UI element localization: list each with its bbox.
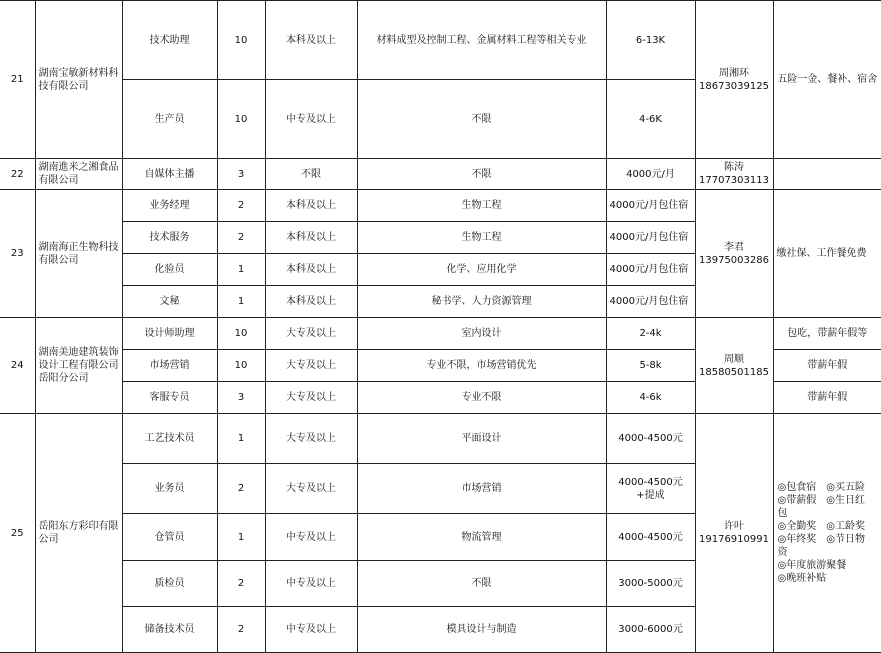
contact [695, 159, 773, 190]
job-salary: 4000-4500元 [606, 514, 695, 561]
benefits-list [773, 414, 881, 653]
contact-name: 李君 [724, 241, 744, 253]
job-count: 10 [217, 80, 265, 159]
job-education: 不限 [265, 159, 357, 190]
job-count: 2 [217, 190, 265, 222]
job-title: 仓管员 [122, 514, 217, 561]
job-count: 10 [217, 1, 265, 80]
job-salary: 4000元/月包住宿 [606, 222, 695, 254]
job-title: 文秘 [122, 286, 217, 318]
job-major: 物流管理 [357, 514, 606, 561]
job-salary: 4000-4500元 [606, 414, 695, 464]
job-count: 1 [217, 286, 265, 318]
job-title: 技术服务 [122, 222, 217, 254]
company-name: 岳阳东方彩印有限公司 [35, 414, 122, 653]
job-education: 本科及以上 [265, 222, 357, 254]
benefit-line: ◎带薪假 ◎生日红 [777, 495, 865, 506]
contact-name: 陈涛 [724, 162, 744, 173]
table-row [0, 1, 881, 80]
job-count: 2 [217, 561, 265, 607]
benefit-line: ◎全勤奖 ◎工龄奖 [777, 521, 865, 532]
table-row [0, 190, 881, 222]
job-count: 2 [217, 607, 265, 653]
job-education: 大专及以上 [265, 414, 357, 464]
job-education: 中专及以上 [265, 514, 357, 561]
job-major: 材料成型及控制工程、金属材料工程等相关专业 [357, 1, 606, 80]
company-number: 21 [0, 1, 35, 159]
job-education: 大专及以上 [265, 464, 357, 514]
contact [695, 190, 773, 318]
job-major: 不限 [357, 159, 606, 190]
contact-name: 周顺 [724, 353, 744, 365]
contact-phone: 17707303113 [699, 175, 769, 186]
job-title: 工艺技术员 [122, 414, 217, 464]
contact-phone: 18580501185 [699, 366, 769, 378]
benefits: 五险一金、餐补、宿舍 [773, 1, 881, 159]
job-salary: 4000-4500元+提成 [606, 464, 695, 514]
contact-phone: 18673039125 [699, 80, 769, 92]
job-title: 自媒体主播 [122, 159, 217, 190]
job-count: 1 [217, 254, 265, 286]
job-title: 储备技术员 [122, 607, 217, 653]
job-title: 化验员 [122, 254, 217, 286]
job-major: 生物工程 [357, 222, 606, 254]
job-title: 设计师助理 [122, 318, 217, 350]
job-salary: 4-6K [606, 80, 695, 159]
benefit-line: ◎年度旅游聚餐 [777, 560, 847, 571]
job-count: 1 [217, 414, 265, 464]
job-major: 模具设计与制造 [357, 607, 606, 653]
contact-phone: 13975003286 [699, 254, 769, 266]
job-title: 客服专员 [122, 382, 217, 414]
job-major: 平面设计 [357, 414, 606, 464]
job-education: 中专及以上 [265, 561, 357, 607]
job-count: 10 [217, 318, 265, 350]
job-education: 大专及以上 [265, 350, 357, 382]
contact [695, 414, 773, 653]
job-education: 大专及以上 [265, 382, 357, 414]
benefits: 带薪年假 [773, 382, 881, 414]
contact-name: 许叶 [724, 521, 744, 532]
job-major: 室内设计 [357, 318, 606, 350]
job-major: 专业不限，市场营销优先 [357, 350, 606, 382]
job-salary: 3000-5000元 [606, 561, 695, 607]
company-number: 23 [0, 190, 35, 318]
table-row [0, 414, 881, 464]
benefits: 带薪年假 [773, 350, 881, 382]
job-salary: 2-4k [606, 318, 695, 350]
job-count: 10 [217, 350, 265, 382]
job-count: 3 [217, 159, 265, 190]
company-number: 24 [0, 318, 35, 414]
job-title: 业务经理 [122, 190, 217, 222]
benefits: 包吃，带薪年假等 [773, 318, 881, 350]
job-salary: 4-6k [606, 382, 695, 414]
company-number: 22 [0, 159, 35, 190]
job-major: 市场营销 [357, 464, 606, 514]
job-salary: 4000元/月包住宿 [606, 254, 695, 286]
job-count: 2 [217, 464, 265, 514]
job-major: 生物工程 [357, 190, 606, 222]
job-salary: 3000-6000元 [606, 607, 695, 653]
job-count: 1 [217, 514, 265, 561]
benefits [773, 159, 881, 190]
job-count: 3 [217, 382, 265, 414]
job-education: 本科及以上 [265, 1, 357, 80]
table-row [0, 318, 881, 350]
company-name: 湖南進米之湘食品有限公司 [35, 159, 122, 190]
company-name: 湖南海正生物科技有限公司 [35, 190, 122, 318]
contact [695, 1, 773, 159]
job-major: 化学、应用化学 [357, 254, 606, 286]
job-major: 不限 [357, 80, 606, 159]
table-row [0, 159, 881, 190]
job-education: 本科及以上 [265, 190, 357, 222]
job-education: 中专及以上 [265, 80, 357, 159]
job-education: 大专及以上 [265, 318, 357, 350]
benefit-line: 包 [777, 508, 788, 519]
job-salary: 4000元/月包住宿 [606, 190, 695, 222]
company-name: 湖南美迪建筑装饰设计工程有限公司岳阳分公司 [35, 318, 122, 414]
job-count: 2 [217, 222, 265, 254]
job-salary: 4000元/月 [606, 159, 695, 190]
contact [695, 318, 773, 414]
job-education: 中专及以上 [265, 607, 357, 653]
contact-name: 周湘环 [719, 67, 749, 79]
job-salary: 5-8k [606, 350, 695, 382]
contact-phone: 19176910991 [699, 534, 769, 545]
job-title: 生产员 [122, 80, 217, 159]
job-education: 本科及以上 [265, 254, 357, 286]
benefit-line: ◎包食宿 ◎买五险 [777, 482, 865, 493]
benefit-line: ◎年终奖 ◎节日物 [777, 534, 865, 545]
benefits: 缴社保、工作餐免费 [773, 190, 881, 318]
job-title: 业务员 [122, 464, 217, 514]
job-salary: 4000元/月包住宿 [606, 286, 695, 318]
company-number: 25 [0, 414, 35, 653]
job-title: 质检员 [122, 561, 217, 607]
job-title: 技术助理 [122, 1, 217, 80]
job-title: 市场营销 [122, 350, 217, 382]
job-education: 本科及以上 [265, 286, 357, 318]
job-salary: 6-13K [606, 1, 695, 80]
benefit-line: ◎晚班补贴 [777, 573, 827, 584]
job-major: 专业不限 [357, 382, 606, 414]
benefit-line: 资 [777, 547, 788, 558]
job-major: 秘书学、人力资源管理 [357, 286, 606, 318]
company-name: 湖南宝敏新材料科技有限公司 [35, 1, 122, 159]
job-major: 不限 [357, 561, 606, 607]
